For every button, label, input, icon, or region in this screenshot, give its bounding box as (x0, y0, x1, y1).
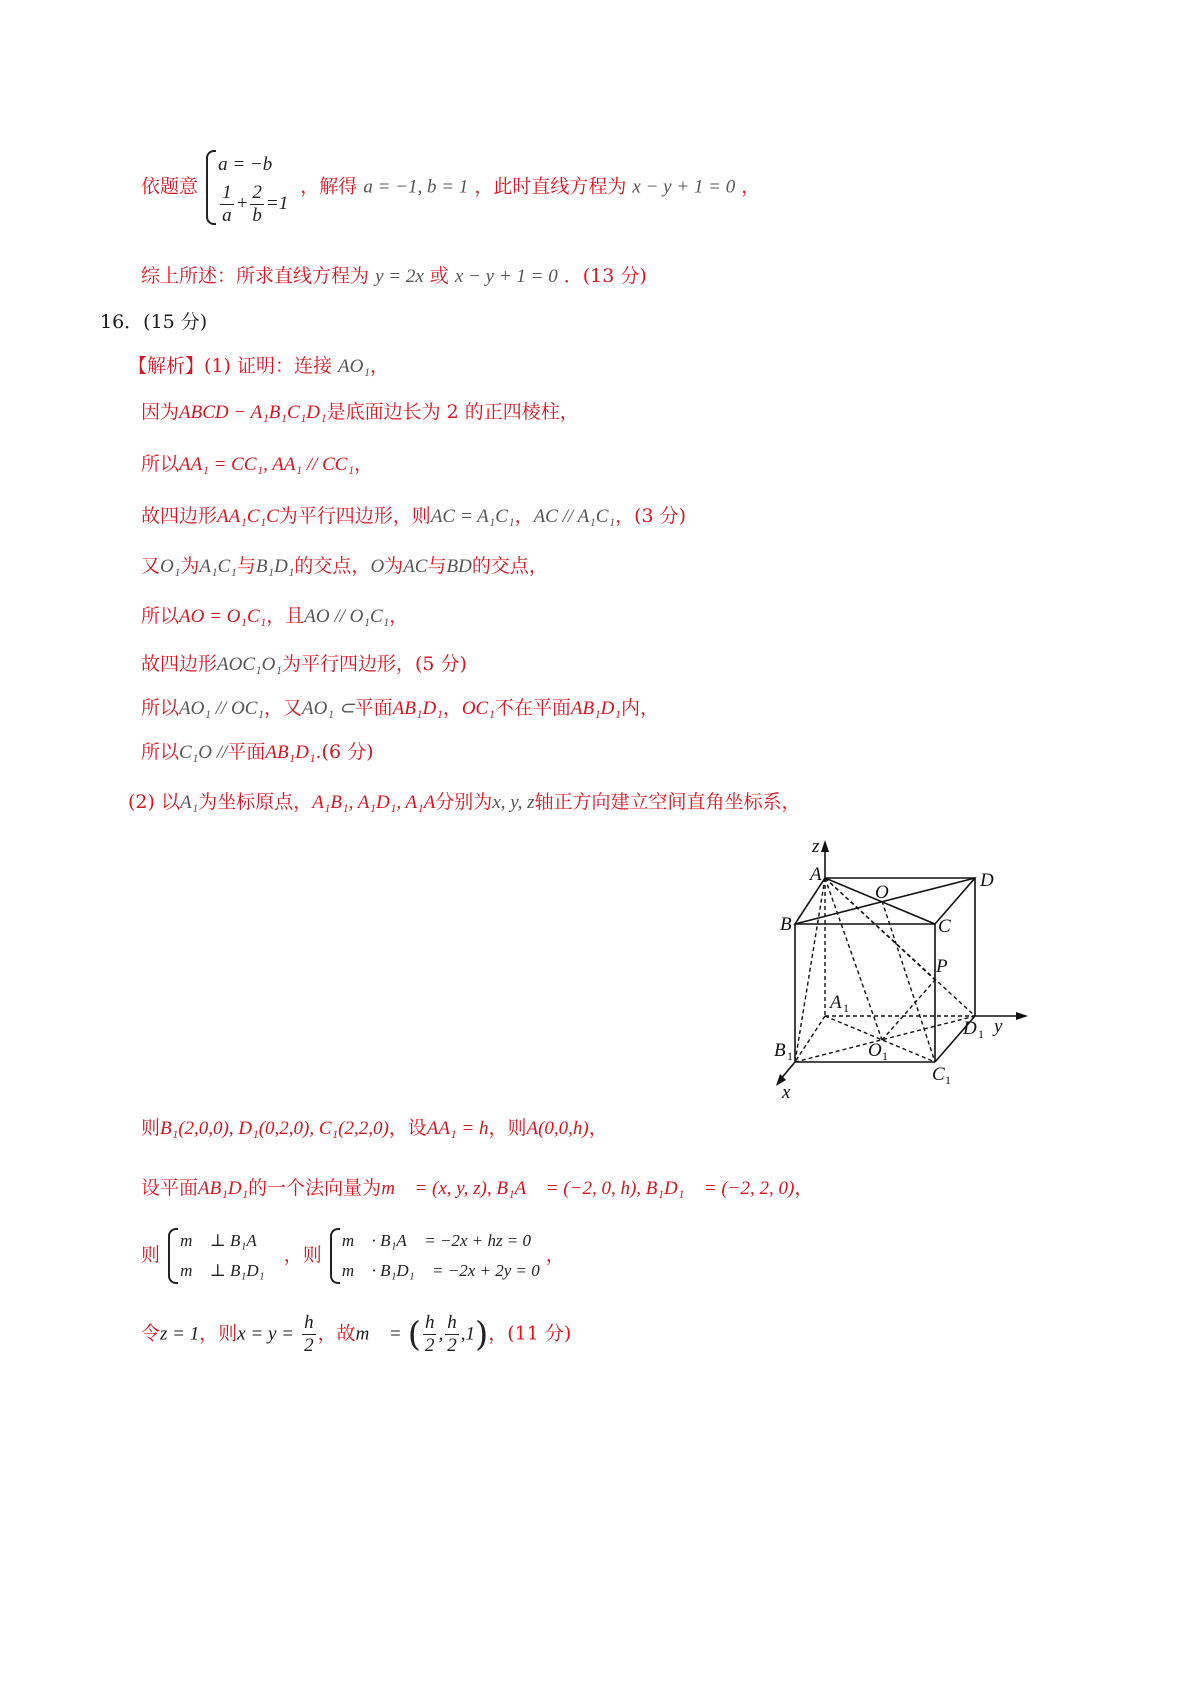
math: C₁O // (179, 742, 228, 763)
text: ， (354, 453, 374, 475)
text-prefix: 依题意 (141, 175, 199, 198)
label-y: y (994, 1016, 1003, 1037)
fraction-h-2: $\frac{h}{2}$ (447, 1312, 457, 1356)
math: , (438, 1323, 444, 1345)
segment-O1P (882, 980, 935, 1040)
text: ，则 (283, 1244, 322, 1266)
math: AO = O₁C₁ (179, 606, 267, 627)
text: ， (389, 605, 409, 627)
line-summary (141, 262, 647, 291)
prism-figure (770, 840, 1090, 1100)
text: ， (545, 1244, 565, 1266)
label-x: x (782, 1082, 791, 1100)
math: AO₁ (338, 356, 370, 377)
math: A₁B₁, A₁D₁, A₁A (312, 792, 436, 813)
text: 又 (141, 555, 161, 577)
z-arrow (821, 840, 829, 852)
math: AOC₁O₁ (217, 654, 282, 675)
text: ，故 (317, 1322, 356, 1345)
text: 因为 (141, 401, 180, 423)
text: 分别为 (435, 791, 493, 813)
math: B₁D₁ (255, 556, 295, 577)
text: ，(11 分) (488, 1322, 572, 1345)
fraction: $\frac{1}{a}$ (222, 182, 232, 226)
text: ，则 (488, 1117, 527, 1139)
system-row: m⃗ ⊥ B₁A⃗ (180, 1231, 270, 1250)
line-p14 (141, 1312, 571, 1357)
text: ， (741, 175, 761, 198)
math: O (370, 556, 385, 577)
text: ， (588, 1117, 608, 1139)
text: 所以 (141, 741, 180, 763)
y-arrow (1016, 1012, 1028, 1020)
math: AC = A₁C₁ (430, 506, 515, 527)
math: AA₁ = h (426, 1118, 489, 1139)
line-p4 (141, 502, 686, 531)
label-P: P (936, 956, 948, 977)
text: ，此时直线方程为 (474, 175, 627, 198)
label-B1-sub: 1 (787, 1049, 793, 1063)
label-O1: O (868, 1040, 882, 1061)
math: A(0,0,h) (526, 1118, 589, 1139)
line-p6 (141, 602, 408, 631)
label-z: z (812, 840, 820, 857)
line-p2 (141, 398, 579, 427)
line-system-1 (141, 148, 760, 227)
system-row-1: a = −b (218, 154, 273, 175)
math: x − y + 1 = 0 (454, 266, 558, 287)
text: 为坐标原点， (198, 791, 313, 813)
line-p1 (128, 352, 389, 381)
text: 所以 (141, 453, 180, 475)
text: 不在平面 (494, 697, 571, 719)
text: 或 (429, 265, 449, 287)
math: AA₁C₁C (217, 506, 279, 527)
fraction-h-2: $\frac{h}{2}$ (304, 1312, 314, 1356)
system-row: m⃗ · B₁D₁⃗ = −2x + 2y = 0 (341, 1261, 540, 1280)
label-A1-sub: 1 (843, 1001, 849, 1015)
math: AO₁ ⊂ (302, 698, 355, 719)
analysis-tag: 【解析】 (128, 355, 205, 377)
line-p8 (141, 694, 659, 723)
math: x, y, z (492, 792, 535, 813)
line-p7 (141, 650, 467, 679)
question-number: 16．(15 分) (100, 311, 208, 333)
math: A₁C₁ (199, 556, 237, 577)
text: .(6 分) (315, 741, 374, 763)
label-D: D (980, 870, 994, 891)
text: 为 (180, 555, 200, 577)
math: ,1 (460, 1323, 475, 1345)
text: 故四边形 (141, 505, 218, 527)
text: 为平行四边形，则 (278, 505, 431, 527)
math: AO // O₁C₁ (304, 606, 390, 627)
text: (1) 证明：连接 (204, 355, 332, 377)
segment-AB1 (795, 878, 825, 1062)
math: x = y = (237, 1323, 295, 1345)
label-A: A (810, 864, 822, 885)
line-p11 (141, 1114, 608, 1143)
text: ， (369, 355, 389, 377)
text: 平面 (354, 697, 393, 719)
math: AA₁ = CC₁, AA₁ // CC₁ (179, 454, 355, 475)
text: 设平面 (141, 1177, 199, 1199)
label-A1: A (830, 992, 842, 1013)
math: AC (403, 556, 428, 577)
text: 平面 (227, 741, 266, 763)
text: 为 (384, 555, 404, 577)
text: 为平行四边形，(5 分) (281, 653, 467, 675)
text: 所以 (141, 697, 180, 719)
text: ，且 (266, 605, 305, 627)
math-line-eq: x − y + 1 = 0 (632, 176, 736, 198)
text: 与 (236, 555, 256, 577)
text: 则 (141, 1244, 161, 1266)
label-C: C (938, 916, 951, 937)
text: ．(13 分) (563, 265, 647, 287)
line-p9 (141, 738, 374, 767)
math: m⃗ = (355, 1323, 402, 1345)
text: 令 (141, 1322, 161, 1345)
system-row-2: $\frac{1}{a}$ + $\frac{2}{b}$ =1 (222, 182, 289, 226)
paren-right: ) (474, 1314, 489, 1355)
text: ，则 (199, 1322, 238, 1345)
text: ， (794, 1177, 814, 1199)
math: OC₁ (461, 698, 495, 719)
math: B₁(2,0,0), D₁(0,2,0), C₁(2,2,0) (160, 1118, 389, 1139)
math: AO₁ // OC₁ (179, 698, 265, 719)
label-B1: B (774, 1040, 786, 1061)
text: 的交点， (471, 555, 548, 577)
text: 的一个法向量为 (248, 1177, 382, 1199)
math: AC // A₁C₁ (533, 506, 616, 527)
edge-A1B1 (795, 1016, 825, 1062)
text: 轴正方向建立空间直角坐标系， (534, 791, 801, 813)
fraction: $\frac{2}{b}$ (252, 182, 262, 226)
text: 与 (427, 555, 447, 577)
text: 所以 (141, 605, 180, 627)
text: 内， (621, 697, 660, 719)
dot-product-system (328, 1226, 540, 1286)
label-O1-sub: 1 (882, 1049, 888, 1063)
text: ， (514, 505, 534, 527)
text: ，又 (264, 697, 303, 719)
text: 的交点， (294, 555, 371, 577)
math: A₁ (179, 792, 199, 813)
equation-system (204, 148, 288, 227)
paren-left: ( (407, 1314, 421, 1355)
perpendicular-system (166, 1226, 278, 1286)
math: AB₁D₁ (570, 698, 621, 719)
text: ，设 (388, 1117, 427, 1139)
math: AB₁D₁ (265, 742, 316, 763)
line-p12 (141, 1174, 813, 1203)
label-D1-sub: 1 (978, 1027, 984, 1041)
line-p3 (141, 450, 373, 479)
label-D1: D (963, 1018, 977, 1039)
text: (2) 以 (128, 791, 180, 813)
math: m⃗ = (x, y, z), B₁A⃗ = (−2, 0, h), B₁D₁⃗ = (−2, 2, 0) (381, 1178, 795, 1199)
label-B: B (780, 914, 792, 935)
text: 是底面边长为 2 的正四棱柱， (326, 401, 579, 423)
math-solution: a = −1, b = 1 (363, 176, 469, 198)
math: ABCD − A₁B₁C₁D₁ (179, 402, 327, 423)
line-p10 (128, 788, 801, 817)
text: 故四边形 (141, 653, 218, 675)
system-row: m⃗ · B₁A⃗ = −2x + hz = 0 (341, 1231, 532, 1250)
text: ，(3 分) (615, 505, 687, 527)
fraction-h-2: $\frac{h}{2}$ (424, 1312, 435, 1356)
text: 则 (141, 1117, 161, 1139)
line-p5 (141, 552, 548, 581)
label-C1: C (932, 1064, 945, 1085)
text: ， (442, 697, 462, 719)
text: 综上所述：所求直线方程为 (141, 265, 370, 287)
math: y = 2x (375, 266, 424, 287)
segment-OC1 (882, 901, 935, 1062)
system-row: m⃗ ⊥ B₁D₁⃗ (180, 1261, 278, 1280)
math: BD (446, 556, 472, 577)
label-C1-sub: 1 (945, 1073, 951, 1087)
math: O₁ (160, 556, 181, 577)
text: ，解得 (300, 175, 358, 198)
label-O: O (875, 882, 889, 903)
math: AB₁D₁ (392, 698, 443, 719)
math: z = 1 (160, 1323, 200, 1345)
math: AB₁D₁ (198, 1178, 249, 1199)
line-p13 (141, 1226, 565, 1286)
